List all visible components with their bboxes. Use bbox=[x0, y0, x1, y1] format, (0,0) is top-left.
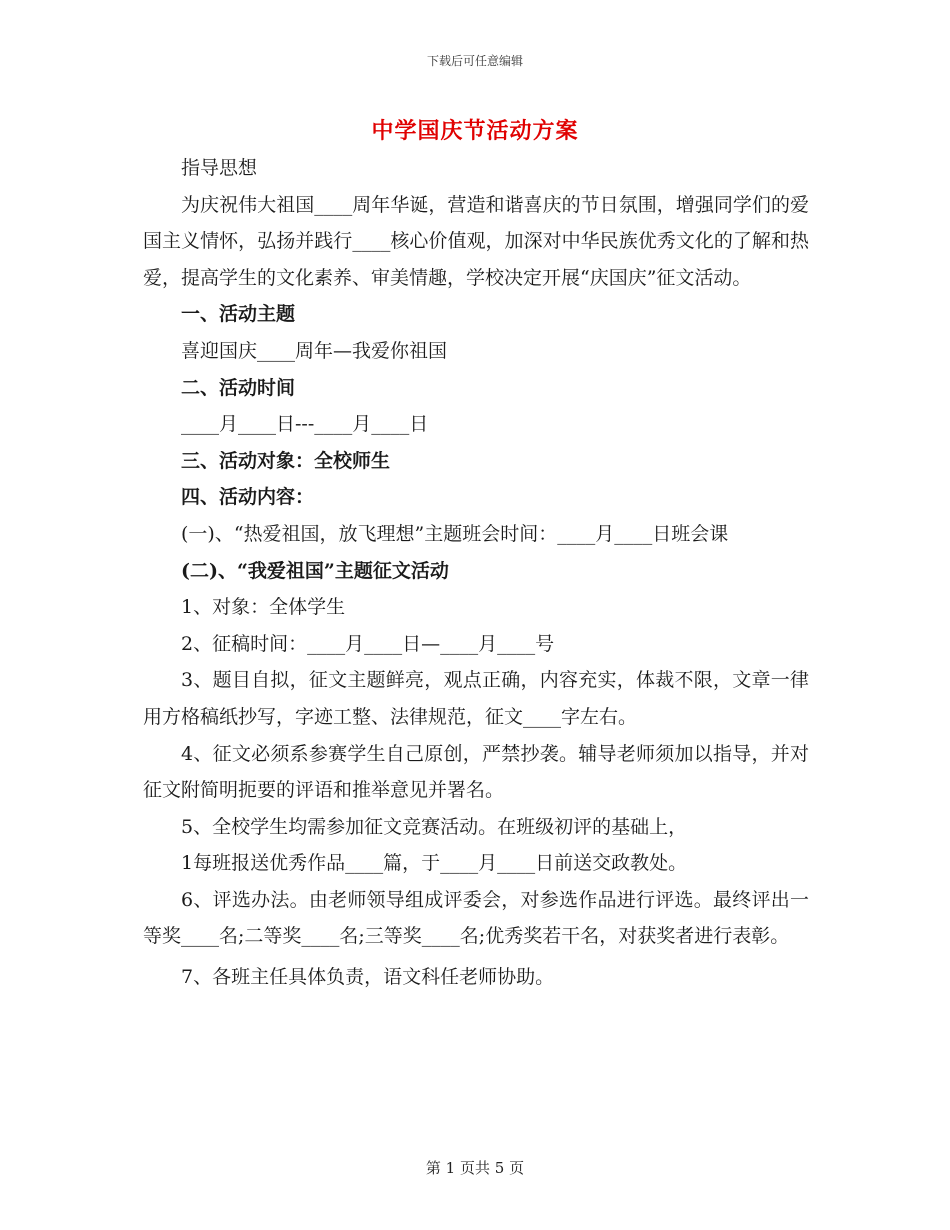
list-item: 7、各班主任具体负责，语文科任老师协助。 bbox=[181, 966, 555, 989]
list-item: 4、征文必须系参赛学生自己原创，严禁抄袭。辅导老师须加以指导，并对征文附简明扼要的评语和推举意见并署名。 bbox=[143, 742, 809, 802]
section-heading: 二、活动时间 bbox=[181, 376, 296, 399]
section-heading: (二)、“我爱祖国”主题征文活动 bbox=[181, 559, 449, 582]
page-number: 第 1 页共 5 页 bbox=[425, 1159, 525, 1177]
section-heading: 三、活动对象：全校师生 bbox=[181, 449, 391, 472]
section-heading: 四、活动内容： bbox=[181, 486, 315, 509]
section-heading: 一、活动主题 bbox=[181, 303, 296, 326]
header-note: 下载后可任意编辑 bbox=[426, 54, 523, 68]
list-item: 1、对象：全体学生 bbox=[181, 596, 346, 619]
paragraph: 为庆祝伟大祖国____周年华诞，营造和谐喜庆的节日氛围，增强同学们的爱国主义情怀，弘扬并践行____核心价值观，加深对中华民族优秀文化的了解和热爱，提高学生的文化素养、审美情趣，学校决定开展“庆国庆”征文活动。 bbox=[143, 193, 809, 289]
list-item: 3、题目自拟，征文主题鲜亮，观点正确，内容充实，体裁不限，文章一律用方格稿纸抄写，字迹工整、法律规范，征文____字左右。 bbox=[143, 669, 809, 728]
list-item: 1每班报送优秀作品____篇，于____月____日前送交政教处。 bbox=[181, 852, 688, 875]
list-item: 6、评选办法。由老师领导组成评委会，对参选作品进行评选。最终评出一等奖____名;二等奖____名;三等奖____名;优秀奖若干名，对获奖者进行表彰。 bbox=[143, 888, 809, 948]
paragraph: ____月____日---____月____日 bbox=[181, 413, 429, 436]
paragraph: (一)、“热爱祖国，放飞理想”主题班会时间：____月____日班会课 bbox=[181, 522, 729, 545]
document-title: 中学国庆节活动方案 bbox=[371, 118, 579, 144]
paragraph: 指导思想 bbox=[181, 157, 258, 179]
list-item: 2、征稿时间：____月____日—____月____号 bbox=[181, 632, 555, 655]
paragraph: 喜迎国庆____周年—我爱你祖国 bbox=[181, 339, 448, 362]
document-body bbox=[143, 150, 809, 996]
list-item: 5、全校学生均需参加征文竞赛活动。在班级初评的基础上， bbox=[181, 815, 688, 838]
